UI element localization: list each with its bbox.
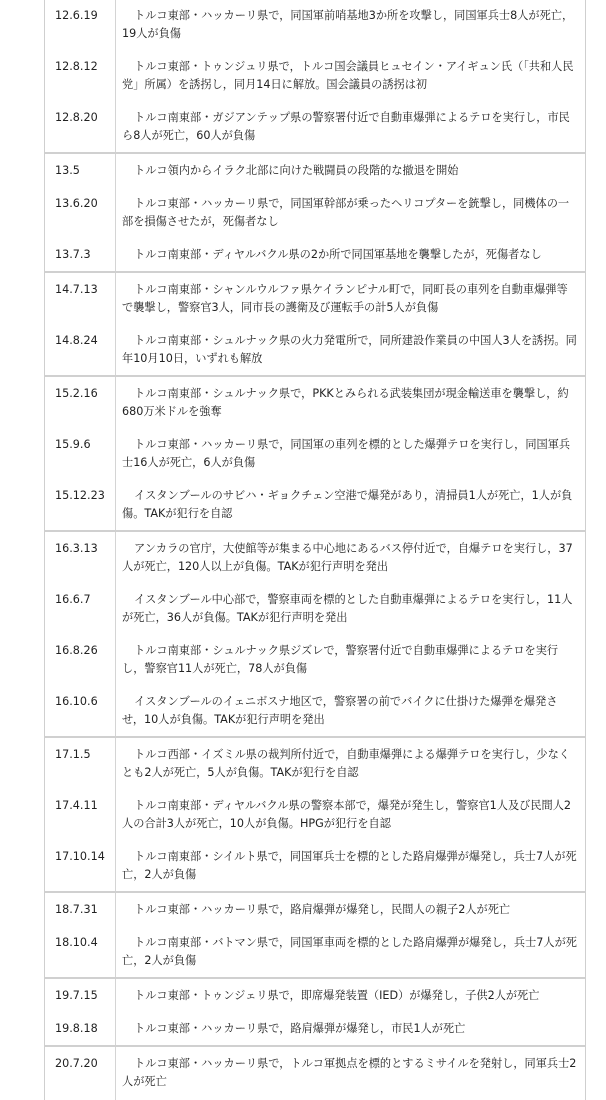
- description-column: [116, 273, 585, 375]
- description-column: [116, 738, 585, 891]
- description-cell: トルコ南東部・バトマン県で，同国軍車両を標的とした路肩爆弾が爆発し，兵士7人が死亡，2人が負傷: [122, 936, 577, 967]
- date-cell: 20.7.20: [55, 1057, 98, 1070]
- description-cell: トルコ西部・イズミル県の裁判所付近で，自動車爆弾による爆弾テロを実行し，少なくとも2人が死亡，5人が負傷。TAKが犯行を自認: [122, 748, 570, 779]
- description-cell: トルコ南東部・ディヤルバクル県の2か所で同国軍基地を襲撃したが，死傷者なし: [134, 248, 542, 261]
- year-group: [45, 738, 585, 893]
- date-column: [45, 979, 116, 1045]
- date-cell: 15.9.6: [55, 438, 91, 451]
- date-column: [45, 1047, 116, 1100]
- year-group: [45, 532, 585, 738]
- year-group: [45, 979, 585, 1047]
- date-cell: 17.10.14: [55, 850, 105, 863]
- date-column: [45, 0, 116, 152]
- year-group: [45, 893, 585, 979]
- description-cell: トルコ東部・ハッカーリ県で，同国軍の車列を標的とした爆弾テロを実行し，同国軍兵士16人が死亡，6人が負傷: [122, 438, 571, 469]
- date-cell: 13.6.20: [55, 197, 98, 210]
- date-cell: 12.6.19: [55, 9, 98, 22]
- date-cell: 16.3.13: [55, 542, 98, 555]
- date-column: [45, 377, 116, 530]
- date-cell: 16.8.26: [55, 644, 98, 657]
- description-cell: トルコ領内からイラク北部に向けた戦闘員の段階的な撤退を開始: [134, 164, 459, 177]
- date-cell: 17.1.5: [55, 748, 91, 761]
- description-cell: トルコ東部・ハッカーリ県で，トルコ軍拠点を標的とするミサイルを発射し，同軍兵士2人が死亡: [122, 1057, 577, 1088]
- description-cell: イスタンブールのイェニボスナ地区で，警察署の前でバイクに仕掛けた爆弾を爆発させ，10人が負傷。TAKが犯行声明を発出: [122, 695, 558, 726]
- description-column: [116, 0, 585, 152]
- date-column: [45, 893, 116, 977]
- description-cell: トルコ南東部・シャンルウルファ県ケイランピナル町で，同町長の車列を自動車爆弾等で襲撃し，警察官3人，同市長の護衛及び運転手の計5人が負傷: [122, 283, 568, 314]
- date-cell: 15.12.23: [55, 489, 105, 502]
- description-cell: トルコ東部・トゥンジュリ県で，トルコ国会議員ヒュセイン・アイギュン氏（「共和人民党」所属）を誘拐し，同月14日に解放。国会議員の誘拐は初: [122, 60, 574, 91]
- year-group: [45, 377, 585, 532]
- description-cell: トルコ東部・ハッカーリ県で，同国軍幹部が乗ったヘリコプターを銃撃し，同機体の一部を損傷させたが，死傷者なし: [122, 197, 570, 228]
- date-cell: 13.7.3: [55, 248, 91, 261]
- description-cell: トルコ南東部・シュルナック県ジズレで，警察署付近で自動車爆弾によるテロを実行し，警察官11人が死亡，78人が負傷: [122, 644, 559, 675]
- description-cell: トルコ南東部・シイルト県で，同国軍兵士を標的とした路肩爆弾が爆発し，兵士7人が死亡，2人が負傷: [122, 850, 577, 881]
- description-cell: トルコ南東部・シュルナック県の火力発電所で，同所建設作業員の中国人3人を誘拐。同年10月10日，いずれも解放: [122, 334, 577, 365]
- description-cell: トルコ東部・トゥンジェリ県で，即席爆発装置（IED）が爆発し，子供2人が死亡: [134, 989, 540, 1002]
- date-column: [45, 154, 116, 271]
- date-cell: 16.6.7: [55, 593, 91, 606]
- date-cell: 18.7.31: [55, 903, 98, 916]
- date-cell: 13.5: [55, 164, 80, 177]
- description-column: [116, 979, 585, 1045]
- date-column: [45, 273, 116, 375]
- date-cell: 19.7.15: [55, 989, 98, 1002]
- description-column: [116, 154, 585, 271]
- description-cell: アンカラの官庁，大使館等が集まる中心地にあるバス停付近で，自爆テロを実行し，37人が死亡，120人以上が負傷。TAKが犯行声明を発出: [122, 542, 573, 573]
- date-cell: 12.8.12: [55, 60, 98, 73]
- year-group: [45, 0, 585, 154]
- description-cell: トルコ南東部・ディヤルバクル県の警察本部で，爆発が発生し，警察官1人及び民間人2人の合計3人が死亡，10人が負傷。HPGが犯行を自認: [122, 799, 572, 830]
- description-cell: トルコ東部・ハッカーリ県で，路肩爆弾が爆発し，民間人の親子2人が死亡: [134, 903, 511, 916]
- date-cell: 14.7.13: [55, 283, 98, 296]
- date-column: [45, 532, 116, 736]
- date-cell: 19.8.18: [55, 1022, 98, 1035]
- date-cell: 15.2.16: [55, 387, 98, 400]
- incident-table: [44, 0, 586, 1100]
- date-cell: 12.8.20: [55, 111, 98, 124]
- description-cell: トルコ南東部・シュルナック県で，PKKとみられる武装集団が現金輸送車を襲撃し，約680万米ドルを強奪: [122, 387, 569, 418]
- description-column: [116, 893, 585, 977]
- description-column: [116, 1047, 585, 1100]
- year-group: [45, 1047, 585, 1100]
- description-cell: イスタンブール中心部で，警察車両を標的とした自動車爆弾によるテロを実行し，11人が死亡，36人が負傷。TAKが犯行声明を発出: [122, 593, 573, 624]
- date-column: [45, 738, 116, 891]
- description-cell: イスタンブールのサビハ・ギョクチェン空港で爆発があり，清掃員1人が死亡，1人が負傷。TAKが犯行を自認: [122, 489, 573, 520]
- description-cell: トルコ南東部・ガジアンテップ県の警察署付近で自動車爆弾によるテロを実行し，市民ら8人が死亡，60人が負傷: [122, 111, 570, 142]
- description-cell: トルコ東部・ハッカーリ県で，同国軍前哨基地3か所を攻撃し，同国軍兵士8人が死亡，19人が負傷: [122, 9, 574, 40]
- year-group: [45, 273, 585, 377]
- date-cell: 18.10.4: [55, 936, 98, 949]
- date-cell: 16.10.6: [55, 695, 98, 708]
- description-column: [116, 532, 585, 736]
- year-group: [45, 154, 585, 273]
- description-cell: トルコ東部・ハッカーリ県で，路肩爆弾が爆発し，市民1人が死亡: [134, 1022, 466, 1035]
- date-cell: 17.4.11: [55, 799, 98, 812]
- date-cell: 14.8.24: [55, 334, 98, 347]
- description-column: [116, 377, 585, 530]
